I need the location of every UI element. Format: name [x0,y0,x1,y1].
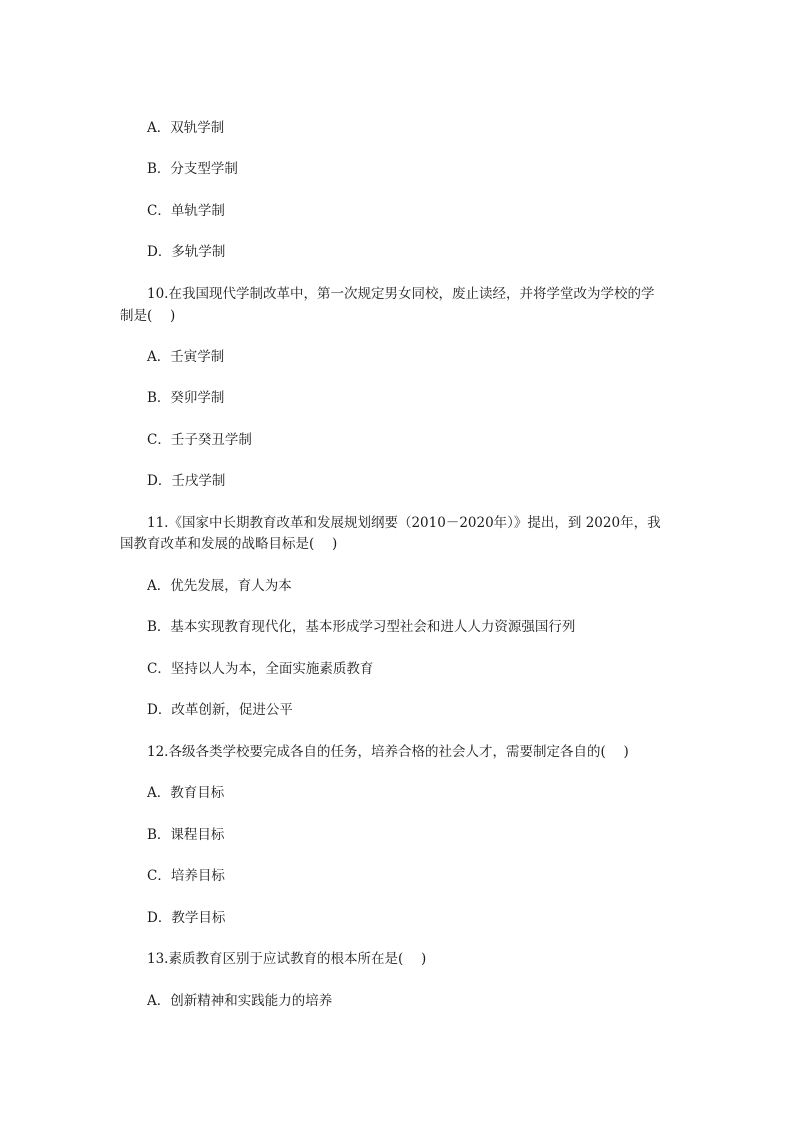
q11-stem-line1: 11.《国家中长期教育改革和发展规划纲要（2010－2020年）》提出，到 2020年，我 [147,515,661,531]
q9-option-c: C．单轨学制 [147,203,225,219]
q12-stem: 12.各级各类学校要完成各自的任务，培养合格的社会人才，需要制定各自的( ) [147,744,629,760]
q12-option-b: B．课程目标 [147,827,225,843]
q13-option-a: A．创新精神和实践能力的培养 [147,993,333,1009]
q11-option-a: A．优先发展，育人为本 [147,578,292,594]
q11-option-c: C．坚持以人为本，全面实施素质教育 [147,661,374,677]
q11-option-b: B．基本实现教育现代化，基本形成学习型社会和进人人力资源强国行列 [147,619,576,635]
q12-option-d: D．教学目标 [147,910,226,926]
q10-option-a: A．壬寅学制 [147,349,225,365]
q10-stem-line2: 制是( ) [120,308,176,324]
q9-option-d: D．多轨学制 [147,244,226,260]
q13-stem: 13.素质教育区别于应试教育的根本所在是( ) [147,951,427,967]
q10-option-b: B．癸卯学制 [147,390,225,406]
q10-option-c: C．壬子癸丑学制 [147,432,252,448]
q11-stem-line2: 国教育改革和发展的战略目标是( ) [120,536,338,552]
q12-option-c: C．培养目标 [147,868,225,884]
q9-option-b: B．分支型学制 [147,161,238,177]
q12-option-a: A．教育目标 [147,785,225,801]
q10-stem-line1: 10.在我国现代学制改革中，第一次规定男女同校，废止读经，并将学堂改为学校的学 [147,286,655,302]
q10-option-d: D．壬戌学制 [147,473,226,489]
q11-option-d: D．改革创新，促进公平 [147,702,293,718]
q9-option-a: A．双轨学制 [147,120,225,136]
